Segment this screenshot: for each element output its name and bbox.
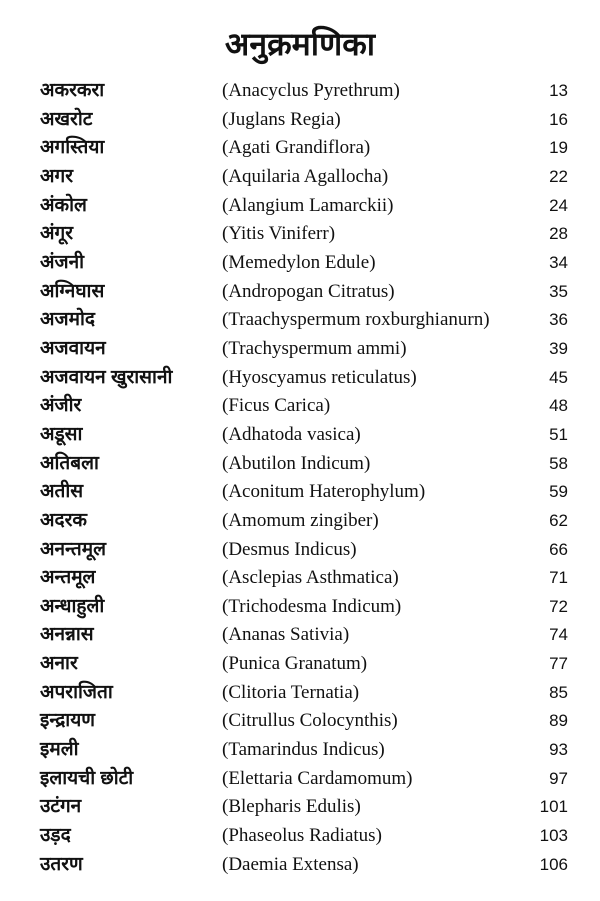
page-number: 59 — [549, 482, 568, 502]
index-entry — [0, 220, 600, 249]
latin-name: (Memedylon Edule) — [222, 251, 376, 273]
index-entry — [0, 106, 600, 135]
page-number: 51 — [549, 424, 568, 444]
index-entry — [0, 765, 600, 794]
hindi-name: अंगूर — [40, 223, 73, 245]
latin-name: (Juglans Regia) — [222, 108, 341, 130]
latin-name: (Clitoria Ternatia) — [222, 681, 360, 703]
page-number: 74 — [549, 625, 568, 645]
index-entry — [0, 793, 600, 822]
latin-name: (Daemia Extensa) — [222, 853, 359, 875]
hindi-name: अगर — [40, 165, 73, 187]
latin-name: (Traachyspermum roxburghianurn) — [222, 309, 490, 331]
latin-name: (Ananas Sativia) — [222, 624, 350, 646]
hindi-name: अजवायन खुरासानी — [40, 366, 173, 388]
page-number: 66 — [549, 539, 568, 559]
page-number: 39 — [549, 338, 568, 358]
page-title: अनुक्रमणिका — [224, 26, 376, 62]
index-entry — [0, 593, 600, 622]
index-entry — [0, 650, 600, 679]
latin-name: (Punica Granatum) — [222, 653, 368, 675]
latin-name: (Yitis Viniferr) — [222, 223, 336, 245]
hindi-name: अजवायन — [40, 337, 106, 359]
index-entry — [0, 278, 600, 307]
hindi-name: अनन्तमूल — [40, 538, 106, 560]
page-number: 36 — [549, 310, 568, 330]
hindi-name: अग्निघास — [40, 280, 105, 302]
index-entry — [0, 421, 600, 450]
index-entry — [0, 478, 600, 507]
latin-name: (Andropogan Citratus) — [222, 280, 395, 302]
page-number: 48 — [549, 396, 568, 416]
hindi-name: अजमोद — [40, 309, 95, 331]
index-entry — [0, 192, 600, 221]
index-entry — [0, 822, 600, 851]
latin-name: (Hyoscyamus reticulatus) — [222, 366, 417, 388]
latin-name: (Aquilaria Agallocha) — [222, 165, 389, 187]
latin-name: (Anacyclus Pyrethrum) — [222, 80, 400, 101]
hindi-name: अदरक — [40, 509, 87, 531]
hindi-name: अडूसा — [40, 423, 83, 445]
latin-name: (Asclepias Asthmatica) — [222, 567, 399, 589]
index-entry — [0, 335, 600, 364]
page-number: 22 — [549, 166, 568, 186]
hindi-name: उटंगन — [40, 796, 82, 818]
latin-name: (Amomum zingiber) — [222, 509, 379, 531]
index-entry — [0, 536, 600, 565]
page-number: 58 — [549, 453, 568, 473]
hindi-name: अखरोट — [40, 108, 93, 130]
hindi-name: अन्धाहुली — [40, 595, 105, 617]
page-number: 106 — [539, 854, 568, 874]
page-number: 97 — [549, 768, 568, 788]
page-number: 13 — [549, 81, 568, 100]
page-number: 72 — [549, 596, 568, 616]
page-number: 24 — [549, 195, 568, 215]
hindi-name: अंकोल — [40, 194, 87, 216]
page-number: 71 — [549, 568, 568, 588]
hindi-name: अनन्नास — [40, 624, 94, 646]
latin-name: (Adhatoda vasica) — [222, 423, 361, 445]
page-number: 35 — [549, 281, 568, 301]
hindi-name: उतरण — [40, 853, 83, 875]
index-entry — [0, 364, 600, 393]
index-entry — [0, 851, 600, 880]
hindi-name: अनार — [40, 653, 78, 675]
latin-name: (Agati Grandiflora) — [222, 137, 371, 159]
index-entry — [0, 564, 600, 593]
latin-name: (Ficus Carica) — [222, 395, 331, 417]
latin-name: (Trachyspermum ammi) — [222, 337, 407, 359]
hindi-name: इमली — [40, 739, 79, 761]
page-number: 34 — [549, 252, 568, 272]
page-number: 85 — [549, 682, 568, 702]
page-number: 93 — [549, 740, 568, 760]
page-number: 77 — [549, 654, 568, 674]
index-entry — [0, 249, 600, 278]
hindi-name: अतीस — [40, 481, 84, 503]
latin-name: (Blepharis Edulis) — [222, 796, 361, 818]
page-number: 89 — [549, 711, 568, 731]
index-entry — [0, 392, 600, 421]
page-number: 16 — [549, 109, 568, 129]
hindi-name: अन्तमूल — [40, 567, 96, 589]
page-number: 103 — [539, 826, 568, 846]
latin-name: (Elettaria Cardamomum) — [222, 767, 413, 789]
hindi-name: इन्द्रायण — [40, 710, 95, 732]
latin-name: (Citrullus Colocynthis) — [222, 710, 398, 732]
index-list — [0, 77, 600, 879]
page-number: 19 — [549, 138, 568, 158]
index-entry — [0, 507, 600, 536]
index-entry — [0, 736, 600, 765]
index-entry — [0, 707, 600, 736]
hindi-name: उड़द — [40, 825, 71, 847]
hindi-name: अंजीर — [40, 395, 82, 417]
hindi-name: अंजनी — [40, 251, 85, 273]
page-number: 101 — [539, 797, 568, 817]
hindi-name: अपराजिता — [40, 681, 113, 703]
hindi-name: अतिबला — [40, 452, 99, 474]
index-entry — [0, 621, 600, 650]
latin-name: (Desmus Indicus) — [222, 538, 357, 560]
latin-name: (Trichodesma Indicum) — [222, 595, 402, 617]
index-entry — [0, 134, 600, 163]
hindi-name: अगस्तिया — [40, 137, 105, 159]
index-entry — [0, 163, 600, 192]
index-entry — [0, 306, 600, 335]
latin-name: (Phaseolus Radiatus) — [222, 825, 382, 847]
latin-name: (Alangium Lamarckii) — [222, 194, 394, 216]
index-entry — [0, 679, 600, 708]
page-number: 45 — [549, 367, 568, 387]
hindi-name: अकरकरा — [40, 80, 105, 101]
page-number: 28 — [549, 224, 568, 244]
latin-name: (Tamarindus Indicus) — [222, 739, 385, 761]
latin-name: (Aconitum Haterophylum) — [222, 481, 426, 503]
page-number: 62 — [549, 510, 568, 530]
hindi-name: इलायची छोटी — [40, 767, 134, 789]
index-entry — [0, 77, 600, 106]
index-entry — [0, 450, 600, 479]
latin-name: (Abutilon Indicum) — [222, 452, 371, 474]
